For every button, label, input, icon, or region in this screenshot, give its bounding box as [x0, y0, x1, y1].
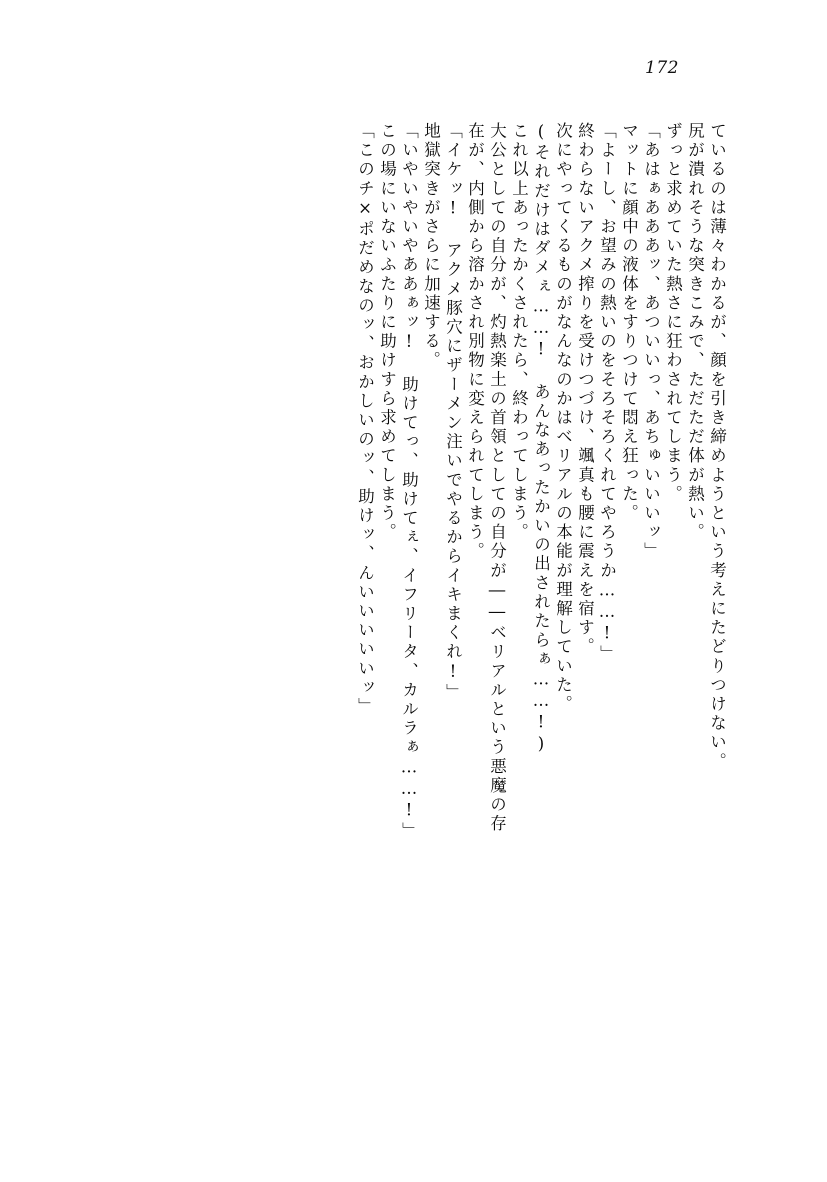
text-line: 大公としての自分が、灼熱楽土の首領としての自分が――ベリアルという悪魔の存	[487, 122, 507, 834]
text-line: ずっと求めていた熱さに狂わされてしまう。	[663, 122, 683, 504]
text-line: 終わらないアクメ搾りを受けつづけ、颯真も腰に震えを宿す。	[575, 122, 595, 657]
body-text-block	[96, 122, 730, 1042]
text-line: 「よーし、お望みの熱いのをそろそろくれてやろうか……!」	[597, 122, 617, 665]
text-line: 「イケッ! アクメ豚穴にザーメン注いでやるからイキまくれ!」	[443, 122, 463, 703]
text-line: 尻が潰れそうな突きこみで、ただただ体が熱い。	[685, 122, 705, 543]
text-line: 「あはぁあああッ、あついいっ、あちゅいいいッ」	[641, 122, 661, 562]
text-line: これ以上あったかくされたら、終わってしまう。	[509, 122, 529, 543]
text-line: 地獄突きがさらに加速する。	[421, 122, 441, 371]
text-line: マットに顔中の液体をすりつけて悶え狂った。	[619, 122, 639, 524]
text-line: 在が、内側から溶かされ別物に変えられてしまう。	[465, 122, 485, 562]
text-line: 「このチ×ポだめなのッ、おかしいのッ、助けッ、んいいいいいッ」	[355, 122, 375, 717]
text-line: (それだけはダメぇ……! あんなあったかいの出されたらぁ……!)	[531, 122, 551, 756]
page-number: 172	[645, 58, 679, 78]
text-line: ているのは薄々わかるが、顔を引き締めようという考えにたどりつけない。	[707, 122, 727, 772]
text-line: 次にやってくるものがなんなのかはベリアルの本能が理解していた。	[553, 122, 573, 715]
text-line: 「いやいやいやああぁッ! 助けてっ、助けてぇ、イフリータ、カルラぁ……!」	[399, 122, 419, 842]
text-line: この場にいないふたりに助けすら求めてしまう。	[377, 122, 397, 543]
